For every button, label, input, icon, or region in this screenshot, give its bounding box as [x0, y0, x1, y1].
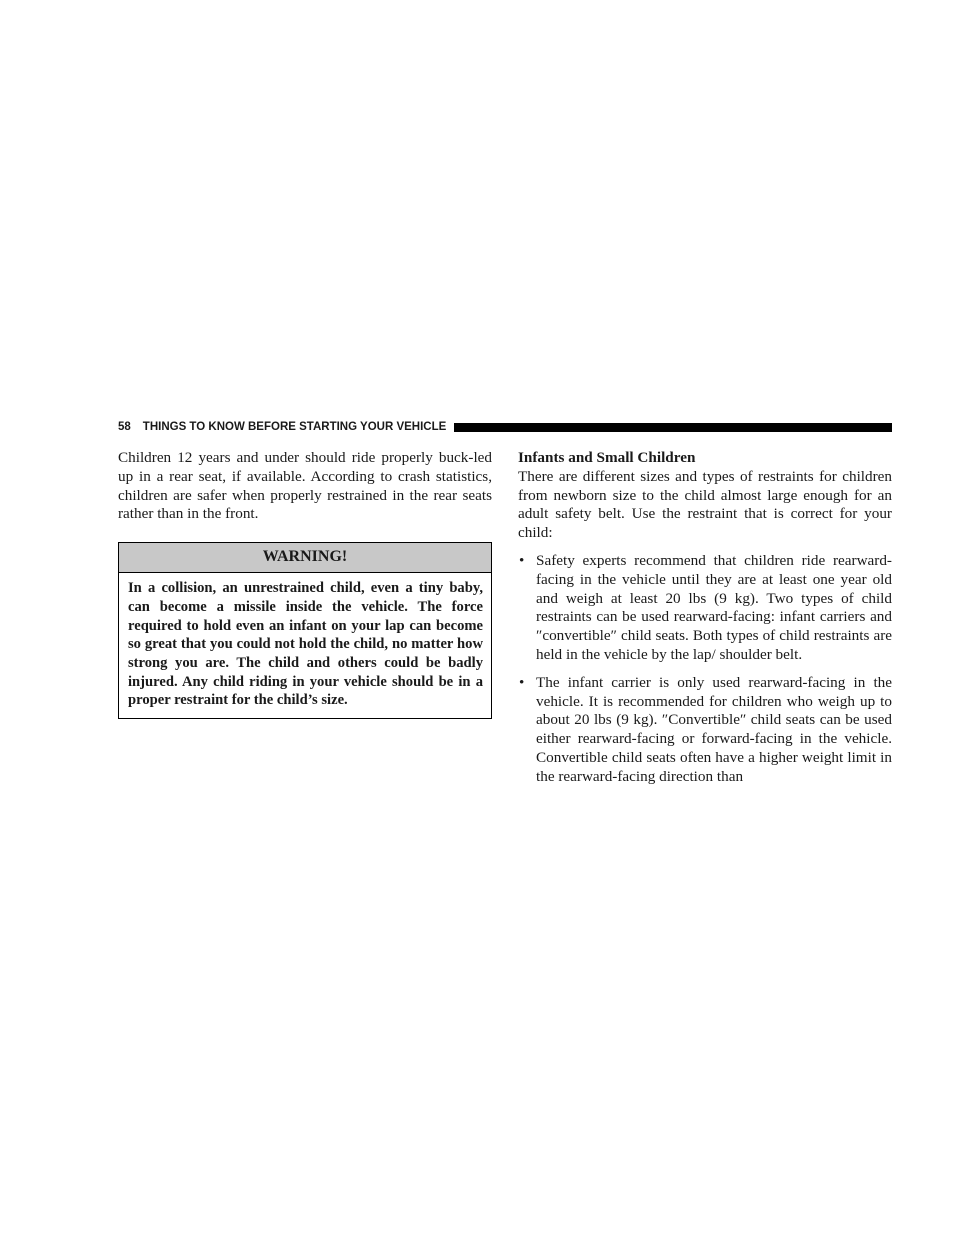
list-item	[518, 674, 892, 787]
bullet-icon: •	[519, 673, 525, 691]
restraints-intro: There are different sizes and types of restraints for children from newborn size to the child almost large enough for an adult safety belt. Use the restraint that is correct for your child:	[518, 467, 892, 542]
page-number: 58	[118, 421, 131, 433]
section-subheading: Infants and Small Children	[518, 449, 696, 466]
bullet-text: The infant carrier is only used rearward-facing in the vehicle. It is recommended for children who weigh up to about 20 lbs (9 kg). ″Convertible″ child seats can be used either rearward-facing or forward-facing in the vehicle. Convertible child seats often have a higher weight limit in the rearward-facing direction than	[536, 673, 892, 785]
left-column	[118, 449, 492, 719]
bullet-icon: •	[519, 551, 525, 569]
section-title: THINGS TO KNOW BEFORE STARTING YOUR VEHICLE	[142, 421, 447, 433]
warning-box	[118, 542, 492, 719]
header-rule	[454, 423, 892, 432]
bullet-text: Safety experts recommend that children ride rearward-facing in the vehicle until they are at least one year old and weigh at least 20 lbs (9 kg). Two types of child restraints can be used rearward-facing: infant carriers and ″convertible″ child seats. Both types of child restraints are held in the vehicle by the lap/ shoulder belt.	[536, 551, 892, 663]
list-item	[518, 552, 892, 665]
warning-title: WARNING!	[119, 543, 491, 573]
page-header	[118, 419, 892, 435]
warning-text: In a collision, an unrestrained child, even a tiny baby, can become a missile inside the vehicle. The force required to hold even an infant on your lap can become so great that you could not hold the child, no matter how strong you are. The child and others could be badly injured. Any child riding in your vehicle should be in a proper restraint for the child’s size.	[128, 580, 483, 709]
intro-paragraph: Children 12 years and under should ride properly buck-led up in a rear seat, if available. According to crash statistics, children are safer when properly restrained in the rear seats rather than in the front.	[118, 449, 492, 523]
right-column	[518, 449, 892, 796]
bullet-list	[518, 552, 892, 787]
